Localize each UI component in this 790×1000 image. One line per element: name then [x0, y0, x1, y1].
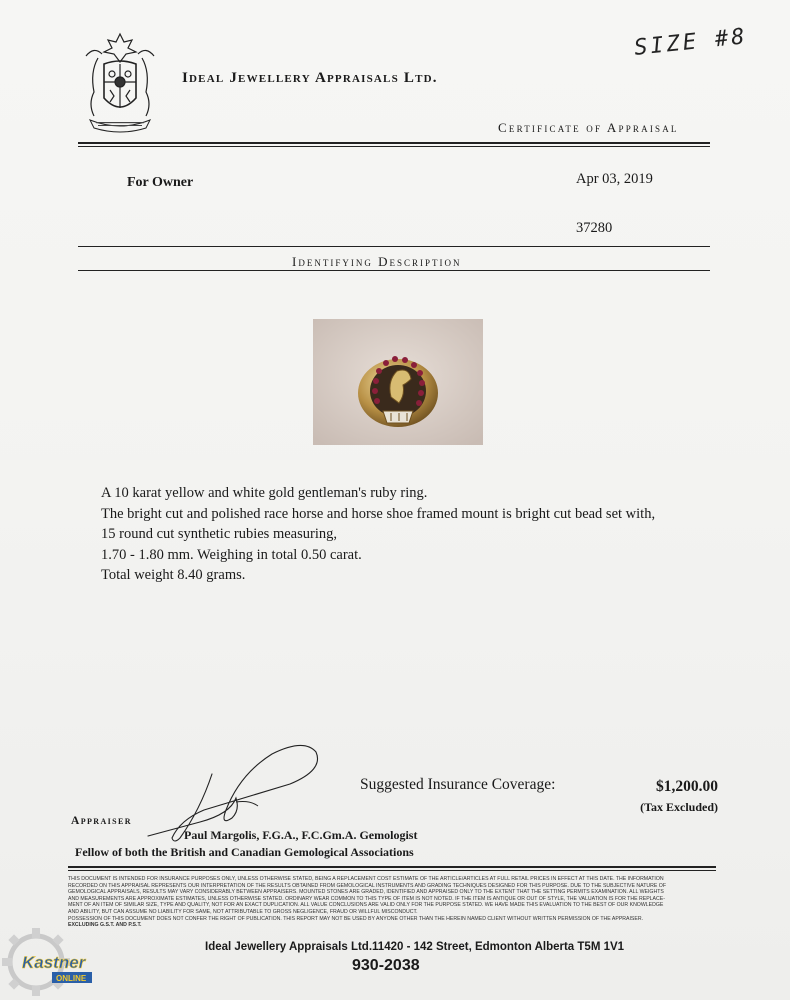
appraisal-date: Apr 03, 2019: [576, 171, 653, 187]
header-divider-thin: [78, 146, 710, 147]
disclaimer-line: AND ABILITY, BUT CAN ASSUME NO LIABILITY FOR SAME, NOT ATTRIBUTABLE TO GROSS NEGLIGENCE, FRAUD OR WILLFUL MISCONDUCT.: [68, 908, 418, 915]
disclaimer-text: [68, 876, 716, 929]
watermark-sub: ONLINE: [56, 974, 87, 983]
section-divider-bottom: [78, 270, 710, 271]
disclaimer-line: AND MEASUREMENTS ARE APPROXIMATE ESTIMATES, UNLESS OTHERWISE STATED. ORDINARY WEAR COMMON TO THIS TYPE OF ITEM IS NOT NOTED. IF THE ITEM IS ANTIQUE OR OUT OF STYLE, THE VALUATION IS FOR THE REPLACE-: [68, 895, 665, 902]
appraiser-name: Paul Margolis, F.G.A., F.C.Gm.A. Gemologist: [184, 828, 418, 842]
description-line: Total weight 8.40 grams.: [101, 567, 246, 584]
description-line: 15 round cut synthetic rubies measuring,: [101, 526, 337, 543]
appraiser-credentials: Fellow of both the British and Canadian Gemological Associations: [75, 845, 414, 859]
disclaimer-line: POSSESSION OF THIS DOCUMENT DOES NOT CONFER THE RIGHT OF PUBLICATION. THIS REPORT MAY NOT BE USED BY ANYONE OTHER THAN THE HEREIN NAMED CLIENT WITHOUT WRITTEN PERMISSION OF THE APPRAISER.: [68, 915, 644, 922]
insurance-amount: $1,200.00: [656, 778, 718, 795]
disclaimer-line: EXCLUDING G.S.T. AND P.S.T.: [68, 922, 142, 929]
footer-phone: 930-2038: [352, 957, 420, 974]
description-line: The bright cut and polished race horse and horse shoe framed mount is bright cut bead set with,: [101, 505, 656, 522]
item-description: [101, 483, 741, 586]
disclaimer-line: GEMOLOGICAL APPRAISALS, RESULTS MAY VARY CONSIDERABLY BETWEEN APPRAISERS. MOUNTED STONES ARE GRADED, IDENTIFIED AND APPRAISED ONLY TO THE EXTENT THAT THE SETTING PERMITS EXAMINATION. ALL WEIGHTS: [68, 889, 664, 896]
header-divider: [78, 142, 710, 144]
kastner-watermark-logo: [0, 926, 108, 998]
footer-address: Ideal Jewellery Appraisals Ltd.11420 - 142 Street, Edmonton Alberta T5M 1V1: [205, 941, 625, 953]
description-line: 1.70 - 1.80 mm. Weighing in total 0.50 carat.: [101, 546, 362, 563]
section-divider-top: [78, 246, 710, 247]
description-line: A 10 karat yellow and white gold gentleman's ruby ring.: [101, 485, 428, 501]
appraiser-label: Appraiser: [71, 815, 132, 827]
section-title: Identifying Description: [292, 254, 462, 269]
footer-divider: [68, 866, 716, 868]
insurance-label: Suggested Insurance Coverage:: [360, 776, 556, 793]
disclaimer-line: THIS DOCUMENT IS INTENDED FOR INSURANCE PURPOSES ONLY, UNLESS OTHERWISE STATED, BEING A REPLACEMENT COST ESTIMATE OF THE ARTICLE/ARTICLES AT FULL RETAIL PRICES IN EFFECT AT THIS DATE. THE INFORMATION: [68, 876, 664, 882]
footer-divider-thin: [68, 870, 716, 871]
company-name: Ideal Jewellery Appraisals Ltd.: [182, 70, 438, 86]
owner-label: For Owner: [127, 175, 194, 190]
certificate-title: Certificate of Appraisal: [498, 120, 679, 135]
disclaimer-line: MENT OF AN ITEM OF SIMILAR SIZE, TYPE AND QUALITY, NOT FOR AN EXACT DUPLICATION. ALL VALUE CONCLUSIONS ARE VALID ONLY FOR THE PURPOSE STATED. WE HAVE MADE THIS EVALUATION TO THE BEST OF OUR KNOWLEDGE: [68, 902, 664, 909]
ring-photo: [313, 319, 483, 445]
certificate-number: 37280: [576, 220, 613, 236]
handwritten-size-note: SIZE #8: [633, 24, 749, 61]
tax-note: (Tax Excluded): [640, 800, 718, 814]
disclaimer-line: RECORDED ON THIS APPRAISAL REPRESENTS OUR INTERPRETATION OF THE RESULTS OBTAINED FROM GEMOLOGICAL INSTRUMENTS AND GRADING TECHNIQUES DESIGNED FOR THIS PURPOSE. DUE TO THE SUBJECTIVE NATURE OF: [68, 882, 666, 889]
coat-of-arms-icon: [80, 32, 160, 136]
watermark-brand: Kastner: [22, 953, 86, 972]
